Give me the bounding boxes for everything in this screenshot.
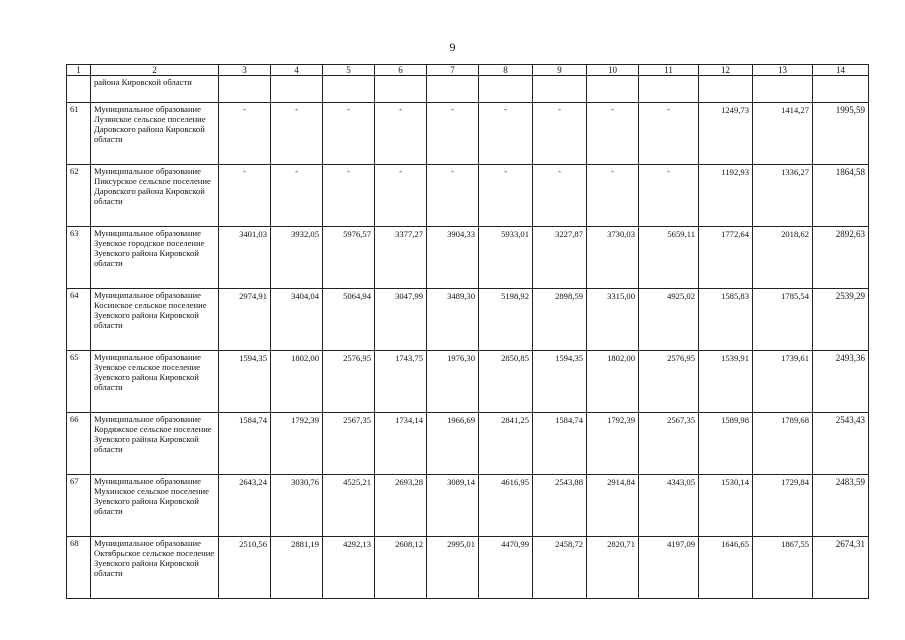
value-cell-col-9: 3227,87 [533, 227, 587, 289]
column-header-1: 1 [67, 65, 91, 76]
column-header-2: 2 [91, 65, 219, 76]
value-cell-col-14: 1864,58 [813, 165, 869, 227]
value-cell-col-7: - [427, 103, 479, 165]
value-cell-col-9: 1594,35 [533, 351, 587, 413]
value-cell-col-3: 3401,03 [219, 227, 271, 289]
value-cell-col-6: 1743,75 [375, 351, 427, 413]
empty-cell [375, 76, 427, 103]
value-cell-col-5: 2567,35 [323, 413, 375, 475]
value-cell-col-4: 3932,05 [271, 227, 323, 289]
value-cell-col-4: - [271, 165, 323, 227]
value-cell-col-7: 3489,30 [427, 289, 479, 351]
value-cell-col-4: - [271, 103, 323, 165]
value-cell-col-10: - [587, 165, 639, 227]
continuation-index-cell [67, 76, 91, 103]
value-cell-col-7: 3904,33 [427, 227, 479, 289]
value-cell-col-8: 4470,99 [479, 537, 533, 599]
empty-cell [587, 76, 639, 103]
value-cell-col-3: 2510,56 [219, 537, 271, 599]
column-header-5: 5 [323, 65, 375, 76]
column-header-6: 6 [375, 65, 427, 76]
municipality-name-cell: Муниципальное образование Пиксурское сельское поселение Даровского района Кировской области [91, 165, 219, 227]
table-row [67, 351, 869, 413]
value-cell-col-7: 2995,01 [427, 537, 479, 599]
empty-cell [323, 76, 375, 103]
column-header-9: 9 [533, 65, 587, 76]
value-cell-col-14: 2543,43 [813, 413, 869, 475]
value-cell-col-8: 5933,01 [479, 227, 533, 289]
value-cell-col-13: 1729,84 [753, 475, 813, 537]
row-index-cell: 68 [67, 537, 91, 599]
row-index-cell: 61 [67, 103, 91, 165]
value-cell-col-6: - [375, 103, 427, 165]
row-index-cell: 65 [67, 351, 91, 413]
value-cell-col-14: 2892,63 [813, 227, 869, 289]
empty-cell [271, 76, 323, 103]
value-cell-col-8: 2841,25 [479, 413, 533, 475]
value-cell-col-7: - [427, 165, 479, 227]
value-cell-col-14: 2539,29 [813, 289, 869, 351]
value-cell-col-8: - [479, 165, 533, 227]
value-cell-col-12: 1646,65 [699, 537, 753, 599]
value-cell-col-7: 3089,14 [427, 475, 479, 537]
value-cell-col-3: 2974,91 [219, 289, 271, 351]
value-cell-col-6: 3047,99 [375, 289, 427, 351]
value-cell-col-9: - [533, 103, 587, 165]
header-row [67, 65, 869, 76]
value-cell-col-3: 2643,24 [219, 475, 271, 537]
value-cell-col-11: - [639, 165, 699, 227]
municipality-name-cell: Муниципальное образование Зуевское сельское поселение Зуевского района Кировской области [91, 351, 219, 413]
value-cell-col-8: - [479, 103, 533, 165]
municipality-name-cell: Муниципальное образование Лузянское сельское поселение Даровского района Кировской области [91, 103, 219, 165]
table-row [67, 537, 869, 599]
value-cell-col-6: - [375, 165, 427, 227]
value-cell-col-10: - [587, 103, 639, 165]
value-cell-col-13: 1785,54 [753, 289, 813, 351]
value-cell-col-10: 2820,71 [587, 537, 639, 599]
value-cell-col-14: 2674,31 [813, 537, 869, 599]
table-row [67, 413, 869, 475]
column-header-12: 12 [699, 65, 753, 76]
value-cell-col-4: 3404,04 [271, 289, 323, 351]
empty-cell [699, 76, 753, 103]
column-header-10: 10 [587, 65, 639, 76]
value-cell-col-3: - [219, 103, 271, 165]
table-row [67, 227, 869, 289]
tariff-table [66, 64, 869, 599]
value-cell-col-4: 2881,19 [271, 537, 323, 599]
value-cell-col-9: 2543,88 [533, 475, 587, 537]
value-cell-col-13: 1739,61 [753, 351, 813, 413]
column-header-4: 4 [271, 65, 323, 76]
value-cell-col-4: 3030,76 [271, 475, 323, 537]
value-cell-col-12: 1589,98 [699, 413, 753, 475]
value-cell-col-11: 4343,05 [639, 475, 699, 537]
value-cell-col-9: 2458,72 [533, 537, 587, 599]
value-cell-col-14: 1995,59 [813, 103, 869, 165]
value-cell-col-12: 1530,14 [699, 475, 753, 537]
column-header-14: 14 [813, 65, 869, 76]
value-cell-col-12: 1539,91 [699, 351, 753, 413]
column-header-7: 7 [427, 65, 479, 76]
table-body [67, 65, 869, 599]
value-cell-col-11: 4925,02 [639, 289, 699, 351]
column-header-13: 13 [753, 65, 813, 76]
value-cell-col-5: 5976,57 [323, 227, 375, 289]
empty-cell [533, 76, 587, 103]
page-number: 9 [449, 40, 456, 54]
value-cell-col-8: 5198,92 [479, 289, 533, 351]
value-cell-col-11: 2567,35 [639, 413, 699, 475]
value-cell-col-3: 1584,74 [219, 413, 271, 475]
value-cell-col-10: 3730,03 [587, 227, 639, 289]
value-cell-col-4: 1792,39 [271, 413, 323, 475]
table-row [67, 475, 869, 537]
value-cell-col-8: 2850,85 [479, 351, 533, 413]
value-cell-col-13: 1789,68 [753, 413, 813, 475]
row-index-cell: 63 [67, 227, 91, 289]
empty-cell [219, 76, 271, 103]
value-cell-col-5: 4292,13 [323, 537, 375, 599]
value-cell-col-7: 1966,69 [427, 413, 479, 475]
continuation-row [67, 76, 869, 103]
value-cell-col-5: 5064,94 [323, 289, 375, 351]
empty-cell [813, 76, 869, 103]
row-index-cell: 64 [67, 289, 91, 351]
value-cell-col-9: 1584,74 [533, 413, 587, 475]
empty-cell [479, 76, 533, 103]
value-cell-col-10: 1792,39 [587, 413, 639, 475]
row-index-cell: 66 [67, 413, 91, 475]
value-cell-col-11: 4197,09 [639, 537, 699, 599]
value-cell-col-6: 2693,28 [375, 475, 427, 537]
empty-cell [427, 76, 479, 103]
value-cell-col-12: 1772,64 [699, 227, 753, 289]
value-cell-col-12: 1192,93 [699, 165, 753, 227]
value-cell-col-14: 2493,36 [813, 351, 869, 413]
value-cell-col-14: 2483,59 [813, 475, 869, 537]
column-header-3: 3 [219, 65, 271, 76]
value-cell-col-4: 1802,00 [271, 351, 323, 413]
value-cell-col-11: 5659,11 [639, 227, 699, 289]
value-cell-col-11: 2576,95 [639, 351, 699, 413]
municipality-name-cell: Муниципальное образование Кордяжское сельское поселение Зуевского района Кировской области [91, 413, 219, 475]
empty-cell [639, 76, 699, 103]
value-cell-col-8: 4616,95 [479, 475, 533, 537]
value-cell-col-7: 1976,30 [427, 351, 479, 413]
value-cell-col-9: - [533, 165, 587, 227]
value-cell-col-3: 1594,35 [219, 351, 271, 413]
value-cell-col-10: 3315,00 [587, 289, 639, 351]
value-cell-col-6: 1734,14 [375, 413, 427, 475]
value-cell-col-13: 1867,55 [753, 537, 813, 599]
value-cell-col-6: 3377,27 [375, 227, 427, 289]
value-cell-col-13: 2018,62 [753, 227, 813, 289]
value-cell-col-6: 2608,12 [375, 537, 427, 599]
value-cell-col-11: - [639, 103, 699, 165]
value-cell-col-5: - [323, 165, 375, 227]
municipality-name-cell: Муниципальное образование Октябрьское сельское поселение Зуевского района Кировской области [91, 537, 219, 599]
table-row [67, 165, 869, 227]
value-cell-col-13: 1336,27 [753, 165, 813, 227]
table-row [67, 289, 869, 351]
value-cell-col-10: 2914,84 [587, 475, 639, 537]
value-cell-col-5: - [323, 103, 375, 165]
municipality-name-cell: Муниципальное образование Косинское сельское поселение Зуевского района Кировской области [91, 289, 219, 351]
value-cell-col-13: 1414,27 [753, 103, 813, 165]
value-cell-col-10: 1802,00 [587, 351, 639, 413]
empty-cell [753, 76, 813, 103]
value-cell-col-5: 4525,21 [323, 475, 375, 537]
value-cell-col-12: 1585,83 [699, 289, 753, 351]
municipality-name-cell: Муниципальное образование Мухинское сельское поселение Зуевского района Кировской области [91, 475, 219, 537]
table-row [67, 103, 869, 165]
row-index-cell: 67 [67, 475, 91, 537]
column-header-8: 8 [479, 65, 533, 76]
continuation-name-cell: района Кировской области [91, 76, 219, 103]
row-index-cell: 62 [67, 165, 91, 227]
value-cell-col-5: 2576,95 [323, 351, 375, 413]
municipality-name-cell: Муниципальное образование Зуевское городское поселение Зуевского района Кировской области [91, 227, 219, 289]
value-cell-col-12: 1249,73 [699, 103, 753, 165]
value-cell-col-9: 2898,59 [533, 289, 587, 351]
value-cell-col-3: - [219, 165, 271, 227]
column-header-11: 11 [639, 65, 699, 76]
